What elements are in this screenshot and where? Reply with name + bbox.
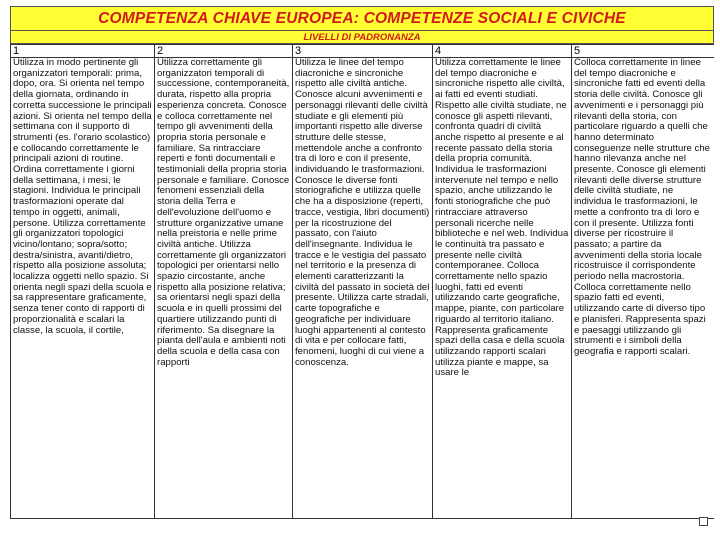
level-header-2: 2 [155, 45, 293, 58]
level-4-cell [433, 58, 572, 519]
level-header-5: 5 [572, 45, 715, 58]
level-2-descriptor: Utilizza correttamente gli organizzatori temporali di successione, contemporaneità, durata, rispetto alla propria esperienza concreta. Conosce e colloca correttamente nel tempo gli avvenimenti della propria storia personale e familiare. Sa rintracciare reperti e fonti documentali e testimoniali della propria storia personale e familiare. Conosce fenomeni essenziali della storia della Terra e dell'evoluzione dell'uomo e strutture organizzative umane nella preistoria e nelle prime civiltà antiche. Utilizza correttamente gli organizzatori topologici per orientarsi nello spazio circostante, anche rispetto alla posizione relativa; sa orientarsi negli spazi della scuola e in quelli prossimi del quartiere utilizzando punti di riferimento. Sa disegnare la pianta dell'aula e ambienti noti della scuola e della casa con rapporti [157, 57, 290, 368]
level-3-descriptor: Utilizza le linee del tempo diacroniche e sincroniche rispetto alle civiltà antiche. Conosce alcuni avvenimenti e personaggi rilevanti delle civiltà studiate e gli elementi più importanti rispetto alle diverse strutture delle stesse, mettendole anche a confronto tra di loro e con il presente, individuando le trasformazioni. Conosce le diverse fonti storiografiche e utilizza quelle che ha a disposizione (reperti, tracce, vestigia, libri documenti) per la ricostruzione del passato, con l'aiuto dell'insegnante. Individua le tracce e le vestigia del passato nel territorio e la presenza di elementi caratterizzanti la civiltà del passato in società del presente. Utilizza carte stradali, carte topografiche e geografiche per individuare luoghi appartenenti al contesto di vita e per collocare fatti, fenomeni, luoghi di cui viene a conoscenza. [295, 57, 430, 368]
level-1-descriptor: Utilizza in modo pertinente gli organizzatori temporali: prima, dopo, ora. Si orienta nel tempo della giornata, ordinando in corretta successione le principali azioni. Si orienta nel tempo della settimana con il supporto di strumenti (es. l'orario scolastico) e collocando correttamente le principali azioni di routine. Ordina correttamente i giorni della settimana, i mesi, le stagioni. Individua le principali trasformazioni operate dal tempo in oggetti, animali, persone. Utilizza correttamente gli organizzatori topologici vicino/lontano; sopra/sotto; destra/sinistra, avanti/dietro, rispetto alla posizione assoluta; localizza oggetti nello spazio. Si orienta negli spazi della scuola e sa rappresentare graficamente, senza tener conto di rapporti di proporzionalità e scalari la classe, la scuola, il cortile, [13, 57, 152, 336]
levels-table [10, 44, 714, 519]
level-header-row [11, 45, 715, 58]
subtitle-banner [10, 31, 714, 44]
level-header-3: 3 [293, 45, 433, 58]
level-header-4: 4 [433, 45, 572, 58]
level-5-descriptor: Colloca correttamente in linee del tempo diacroniche e sincroniche fatti ed eventi della storia delle civiltà. Conosce gli avvenimenti e i personaggi più rilevanti della storia, con particolare riguardo a quelli che hanno determinato conseguenze nelle strutture che hanno rilevanza anche nel presente. Conosce gli elementi rilevanti delle diverse strutture delle civiltà studiate, ne individua le trasformazioni, le mette a confronto tra di loro e con il presente. Utilizza fonti diverse per ricostruire il passato; a partire da avvenimenti della storia locale ricostruisce il corrispondente periodo nella macrostoria. Colloca correttamente nello spazio fatti ed eventi, utilizzando carte di diverso tipo e planisferi. Rappresenta spazi e paesaggi utilizzando gli strumenti e i simboli della geografia e rapporti scalari. [574, 57, 710, 357]
page-title: COMPETENZA CHIAVE EUROPEA: COMPETENZE SOCIALI E CIVICHE [98, 9, 626, 27]
level-3-cell [293, 58, 433, 519]
level-1-cell [11, 58, 155, 519]
page-subtitle: LIVELLI DI PADRONANZA [303, 31, 421, 43]
page-corner-checkbox [699, 517, 708, 526]
level-4-descriptor: Utilizza correttamente le linee del tempo diacroniche e sincroniche rispetto alle civiltà, ai fatti ed eventi studiati. Rispetto alle civiltà studiate, ne conosce gli aspetti rilevanti, confronta quadri di civiltà anche rispetto al presente e al recente passato della storia della propria comunità. Individua le trasformazioni intervenute nel tempo e nello spazio, anche utilizzando le fonti storiografiche che può rintracciare attraverso personali ricerche nelle biblioteche e nel web. Individua le continuità tra passato e presente nelle civiltà contemporanee. Colloca correttamente nello spazio luoghi, fatti ed eventi utilizzando carte geografiche, mappe, piante, con particolare riguardo al territorio italiano. Rappresenta graficamente spazi della casa e della scuola utilizzando rapporti scalari utilizza piante e mappe, sa usare le [435, 57, 569, 379]
competence-sheet [10, 6, 714, 520]
level-2-cell [155, 58, 293, 519]
level-header-1: 1 [11, 45, 155, 58]
title-banner [10, 6, 714, 31]
descriptor-row [11, 58, 715, 519]
level-5-cell [572, 58, 715, 519]
